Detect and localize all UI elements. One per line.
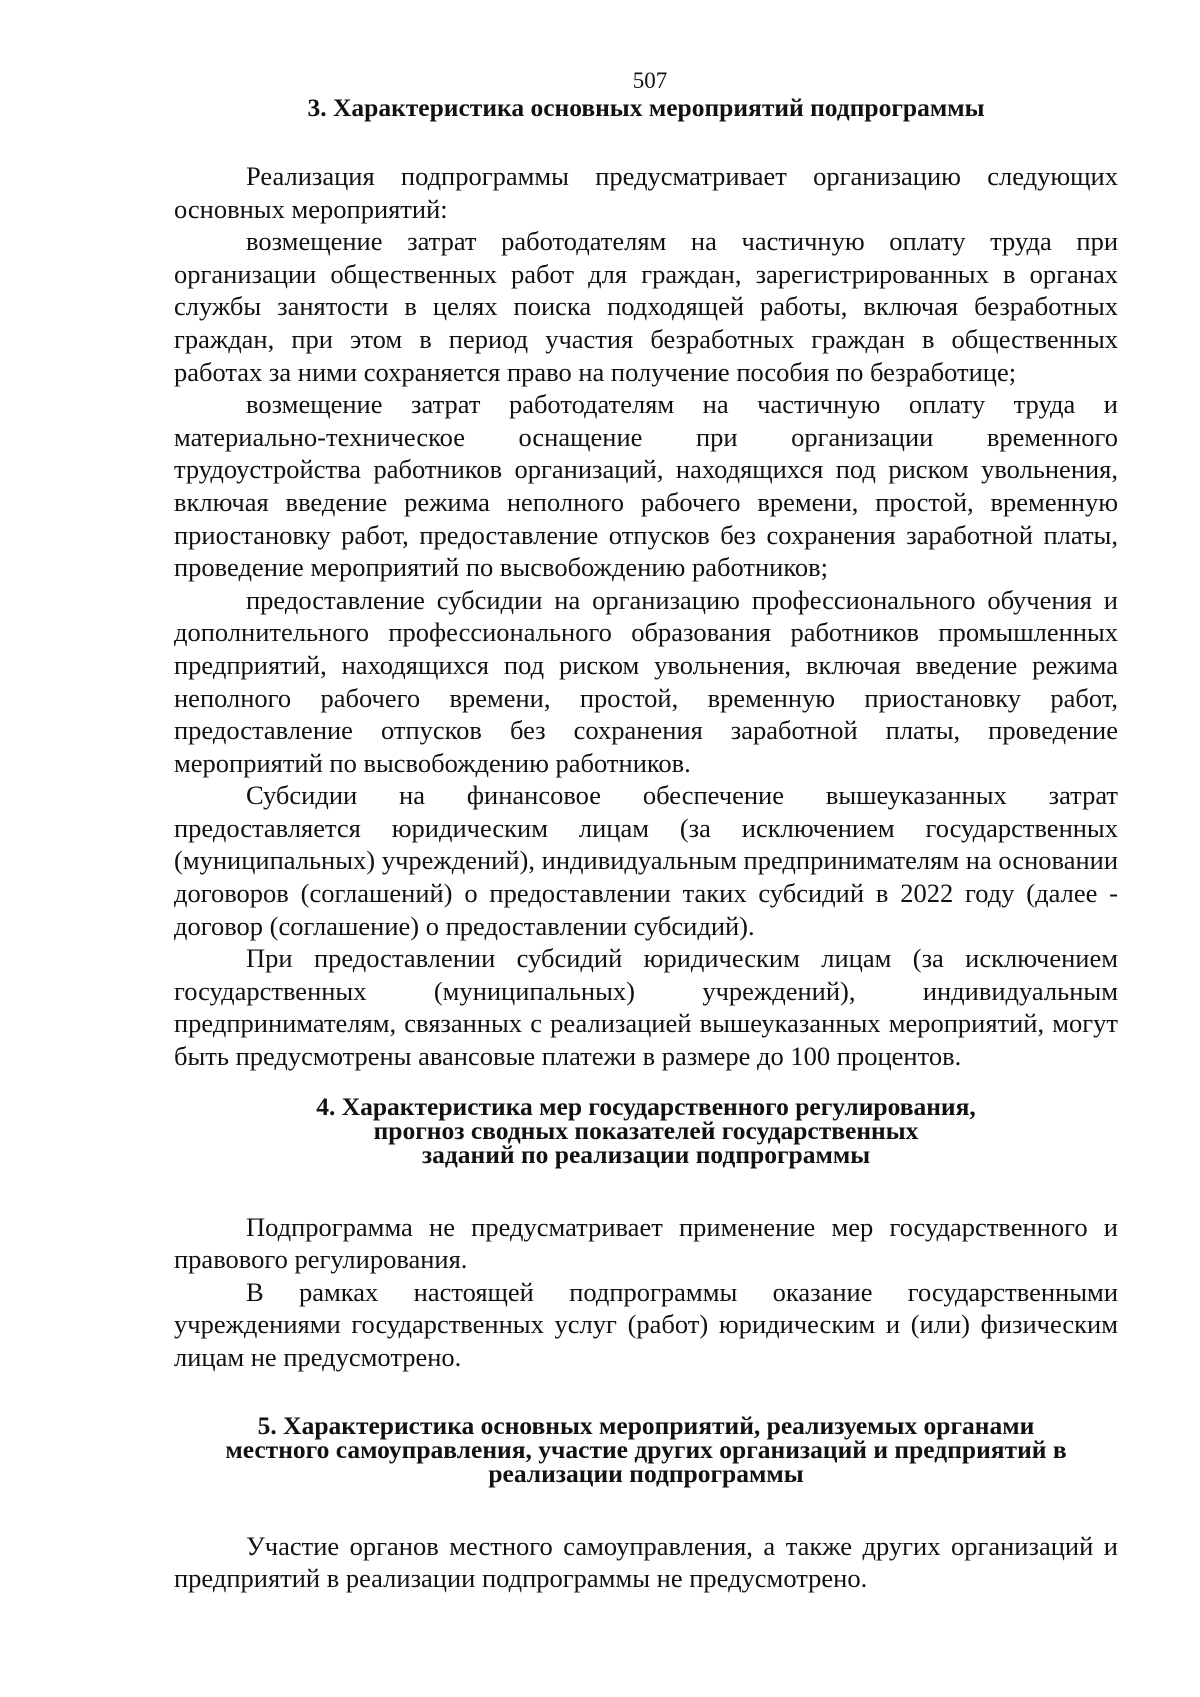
heading-line: прогноз сводных показателей государственных — [373, 1115, 919, 1145]
paragraph: Подпрограмма не предусматривает применение мер государственного и правового регулирования. — [174, 1211, 1118, 1275]
heading-line: местного самоуправления, участие других организаций и предприятий в — [225, 1434, 1067, 1464]
section-4-heading — [174, 1091, 1118, 1169]
spacer — [174, 1486, 1118, 1530]
section-4-body — [174, 1211, 1118, 1374]
paragraph: При предоставлении субсидий юридическим лицам (за исключением государственных (муниципальных) учреждений), индивидуальным предпринимателям, связанных с реализацией вышеуказанных мероприятий, могут быть предусмотрены авансовые платежи в размере до 100 процентов. — [174, 943, 1118, 1072]
section-3-heading — [174, 93, 1118, 122]
heading-line: реализации подпрограммы — [488, 1458, 804, 1488]
paragraph: Участие органов местного самоуправления, а также других организаций и предприятий в реализации подпрограммы не предусмотрено. — [174, 1530, 1118, 1594]
section-3-body — [174, 160, 1118, 1073]
page-number: 507 — [632, 68, 668, 93]
paragraph: предоставление субсидии на организацию профессионального обучения и дополнительного профессионального образования работников промышленных предприятий, находящихся под риском увольнения, включая введение режима неполного рабочего времени, простой, временную приостановку работ, предоставление отпусков без сохранения заработной платы, проведение мероприятий по высвобождению работников. — [174, 584, 1118, 778]
section-5-body — [174, 1530, 1118, 1595]
heading-line: 3. Характеристика основных мероприятий подпрограммы — [307, 93, 985, 122]
document-page — [174, 66, 1118, 1595]
paragraph: В рамках настоящей подпрограммы оказание государственными учреждениями государственных услуг (работ) юридическим и (или) физическим лицам не предусмотрено. — [174, 1276, 1118, 1372]
heading-line: 5. Характеристика основных мероприятий, реализуемых органами — [257, 1410, 1035, 1440]
paragraph: Субсидии на финансовое обеспечение вышеуказанных затрат предоставляется юридическим лицам (за исключением государственных (муниципальных) учреждений), индивидуальным предпринимателям на основании договоров (соглашений) о предоставлении таких субсидий в 2022 году (далее - договор (соглашение) о предоставлении субсидий). — [174, 780, 1118, 941]
paragraph: возмещение затрат работодателям на частичную оплату труда при организации общественных работ для граждан, зарегистрированных в органах службы занятости в целях поиска подходящей работы, включая безработных граждан, при этом в период участия безработных граждан в общественных работах за ними сохраняется право на получение пособия по безработице; — [174, 226, 1118, 387]
spacer — [174, 120, 1118, 160]
heading-line: 4. Характеристика мер государственного регулирования, — [316, 1091, 976, 1121]
heading-line: заданий по реализации подпрограммы — [421, 1139, 871, 1169]
section-5-heading — [174, 1410, 1118, 1488]
paragraph: Реализация подпрограммы предусматривает организацию следующих основных мероприятий: — [174, 161, 1118, 224]
paragraph: возмещение затрат работодателям на частичную оплату труда и материально-техническое оснащение при организации временного трудоустройства работников организаций, находящихся под риском увольнения, включая введение режима неполного рабочего времени, простой, временную приостановку работ, предоставление отпусков без сохранения заработной платы, проведение мероприятий по высвобождению работников; — [174, 389, 1118, 583]
spacer — [174, 1167, 1118, 1211]
